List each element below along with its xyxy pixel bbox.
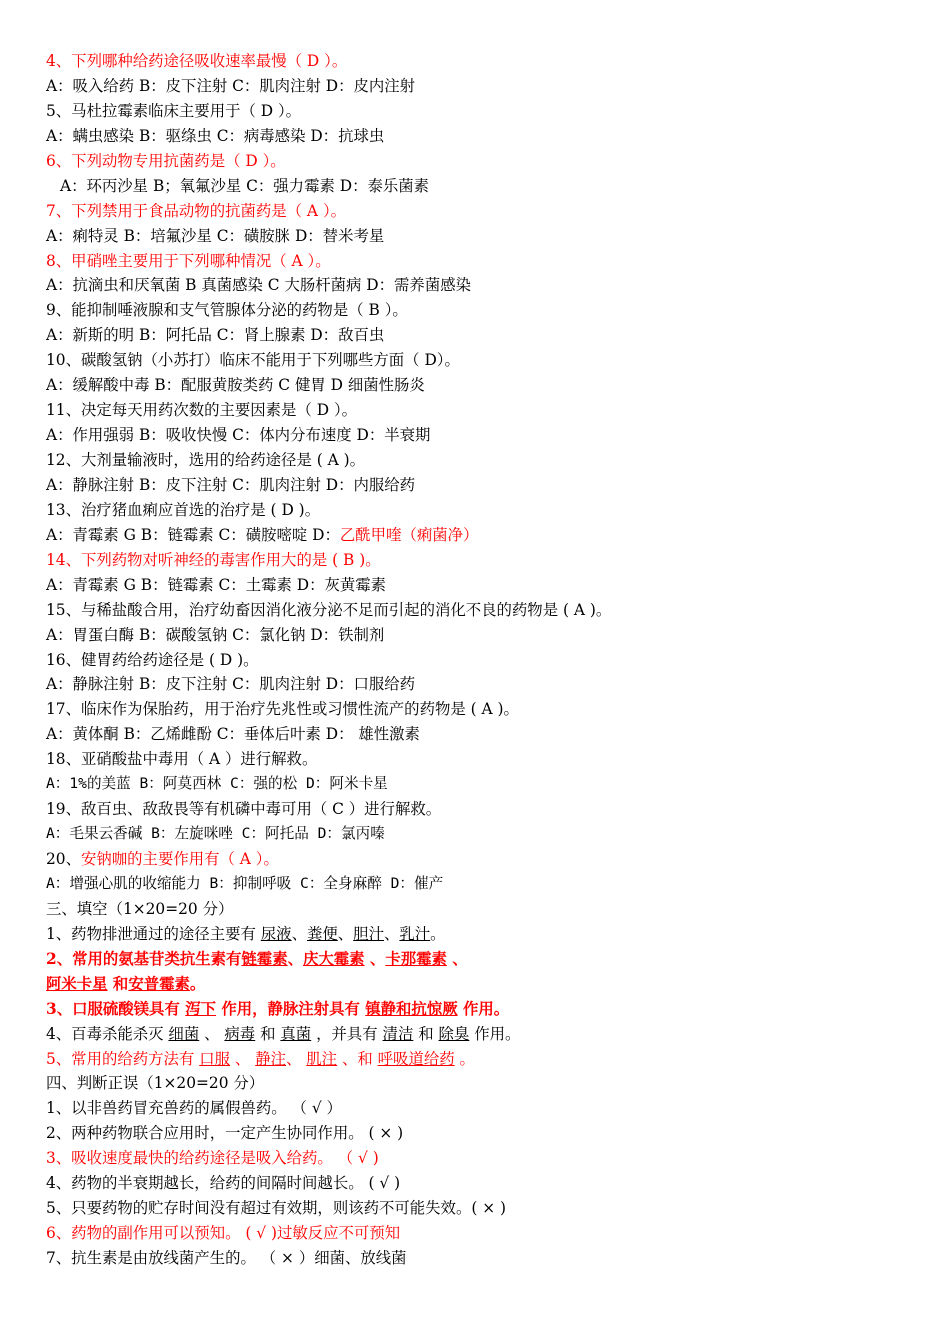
options-9: A：新斯的明 B：阿托品 C：肾上腺素 D：敌百虫	[46, 326, 385, 345]
question-9: 9、能抑制唾液腺和支气管腺体分泌的药物是（ B ）。	[46, 301, 408, 320]
options-18: A：1%的美蓝 B：阿莫西林 C：强的松 D：阿米卡星	[46, 775, 388, 793]
judge-2: 2、两种药物联合应用时，一定产生协同作用。 ( × )	[46, 1124, 404, 1143]
fill-heading: 三、填空（1×20=20 分）	[46, 899, 234, 918]
question-18: 18、亚硝酸盐中毒用（ A ）进行解救。	[46, 750, 318, 769]
fill-1-prefix: 1、药物排泄通过的途径主要有	[46, 924, 261, 943]
fill-1	[46, 922, 916, 947]
fill-5-blank-1: 口服	[199, 1049, 230, 1068]
fill-3-mid: 作用，静脉注射具有	[216, 999, 366, 1018]
options-17: A：黄体酮 B：乙烯雌酚 C：垂体后叶素 D： 雄性激素	[46, 725, 420, 744]
judge-3: 3、吸收速度最快的给药途径是吸入给药。 （ √ )	[46, 1149, 379, 1168]
fill-2-sep-1: 、	[287, 949, 303, 968]
question-11: 11、决定每天用药次数的主要因素是（ D ）。	[46, 401, 358, 420]
question-16: 16、健胃药给药途径是 ( D )。	[46, 650, 259, 669]
fill-4	[46, 1022, 916, 1047]
options-13-main: A：青霉素 G B：链霉素 C：磺胺嘧啶 D：	[46, 525, 340, 544]
question-17: 17、临床作为保胎药，用于治疗先兆性或习惯性流产的药物是 ( A )。	[46, 700, 519, 719]
fill-2-end: 。	[189, 974, 206, 993]
fill-4-sep-1: 、	[199, 1024, 225, 1043]
fill-1-blank-1: 尿液	[260, 924, 292, 943]
options-16: A：静脉注射 B：皮下注射 C：肌肉注射 D：口服给药	[46, 675, 416, 694]
options-15: A：胃蛋白酶 B：碳酸氢钠 C：氯化钠 D：铁制剂	[46, 625, 385, 644]
fill-2-sep-3: 、	[446, 949, 468, 968]
fill-5-blank-3: 肌注	[306, 1049, 338, 1068]
fill-1-blank-2: 粪便	[306, 924, 338, 943]
options-4: A：吸入给药 B：皮下注射 C：肌肉注射 D：皮内注射	[46, 76, 416, 95]
fill-1-blank-3: 胆汁	[353, 924, 384, 943]
fill-4-blank-4: 清洁	[382, 1024, 414, 1043]
options-7: A：痢特灵 B：培氟沙星 C：磺胺脒 D：替米考星	[46, 226, 385, 245]
options-12: A：静脉注射 B：皮下注射 C：肌肉注射 D：内服给药	[46, 475, 416, 494]
fill-2-blank-1: 链霉素	[241, 949, 288, 968]
fill-1-sep-3: 、	[383, 924, 400, 943]
fill-1-sep-1: 、	[291, 924, 307, 943]
question-20-number: 20、	[46, 850, 81, 868]
fill-2-blank-3: 卡那霉素	[385, 949, 447, 968]
fill-3-end: 作用。	[457, 999, 510, 1018]
question-19: 19、敌百虫、敌敌畏等有机磷中毒可用（ C ）进行解救。	[46, 800, 442, 819]
judge-4: 4、药物的半衰期越长，给药的间隔时间越长。 ( √ )	[46, 1174, 401, 1193]
fill-2-line-2	[46, 972, 916, 997]
fill-2-blank-5: 安普霉素	[128, 974, 190, 993]
options-6: A：环丙沙星 B；氧氟沙星 C：强力霉素 D：泰乐菌素	[60, 176, 430, 195]
judge-5: 5、只要药物的贮存时间没有超过有效期，则该药不可能失效。( × )	[46, 1199, 507, 1218]
options-20: A：增强心肌的收缩能力 B：抑制呼吸 C：全身麻醉 D：催产	[46, 874, 444, 892]
fill-4-blank-5: 除臭	[438, 1024, 470, 1043]
judge-6: 6、药物的副作用可以预知。 ( √ )过敏反应不可预知	[46, 1224, 401, 1243]
fill-2-prefix: 2、常用的氨基苷类抗生素有	[46, 949, 242, 968]
fill-2-blank-2: 庆大霉素	[303, 949, 365, 968]
fill-5-end: 。	[454, 1049, 475, 1068]
fill-3-prefix: 3、口服硫酸镁具有	[46, 999, 186, 1018]
fill-5-sep-2: 、	[285, 1049, 307, 1068]
fill-5-sep-3: 、和	[337, 1049, 378, 1068]
fill-4-blank-1: 细菌	[168, 1024, 200, 1043]
fill-5-prefix: 5、常用的给药方法有	[46, 1049, 200, 1068]
fill-2-blank-4: 阿米卡星	[46, 974, 108, 993]
options-13-answer: 乙酰甲喹（痢菌净）	[339, 525, 479, 544]
judge-heading: 四、判断正误（1×20=20 分）	[46, 1074, 265, 1093]
fill-5-sep-1: 、	[230, 1049, 256, 1068]
question-12: 12、大剂量输液时，选用的给药途径是 ( A )。	[46, 451, 366, 469]
options-13	[46, 523, 916, 548]
question-20-text: 安钠咖的主要作用有（ A ）。	[80, 850, 279, 868]
fill-2-sep-2: 、	[364, 949, 386, 968]
fill-1-end: 。	[430, 924, 446, 943]
question-7: 7、下列禁用于食品动物的抗菌药是（ A ）。	[46, 201, 347, 220]
options-14: A：青霉素 G B：链霉素 C：土霉素 D：灰黄霉素	[46, 575, 387, 594]
fill-3-blank-1: 泻下	[185, 999, 216, 1018]
question-8: 8、甲硝唑主要用于下列哪种情况（ A ）。	[46, 251, 331, 270]
fill-4-sep-3: 和	[413, 1024, 439, 1043]
fill-1-sep-2: 、	[337, 924, 354, 943]
fill-2-mid: 和	[107, 974, 129, 993]
fill-3	[46, 997, 916, 1022]
fill-4-end: 作用。	[469, 1024, 521, 1043]
fill-5-blank-4: 呼吸道给药	[377, 1049, 455, 1068]
judge-1: 1、以非兽药冒充兽药的属假兽药。 （ √ ）	[46, 1099, 342, 1118]
question-5: 5、马杜拉霉素临床主要用于（ D ）。	[46, 101, 302, 120]
question-20	[46, 847, 916, 872]
fill-1-blank-4: 乳汁	[399, 924, 431, 943]
question-15: 15、与稀盐酸合用，治疗幼畜因消化液分泌不足而引起的消化不良的药物是 ( A )。	[46, 600, 612, 619]
question-14: 14、下列药物对听神经的毒害作用大的是 ( B )。	[46, 550, 381, 569]
options-19: A：毛果云香碱 B：左旋咪唑 C：阿托品 D：氯丙嗪	[46, 825, 385, 843]
question-13: 13、治疗猪血痢应首选的治疗是 ( D )。	[46, 500, 321, 519]
fill-5	[46, 1047, 916, 1072]
fill-4-sep-2: 和	[255, 1024, 281, 1043]
document-body	[46, 49, 916, 1271]
fill-4-blank-3: 真菌	[280, 1024, 312, 1043]
fill-4-blank-2: 病毒	[224, 1024, 256, 1043]
options-10: A：缓解酸中毒 B：配服黄胺类药 C 健胃 D 细菌性肠炎	[46, 376, 425, 395]
fill-3-blank-2: 镇静和抗惊厥	[365, 999, 458, 1018]
fill-2-line-1	[46, 947, 916, 972]
fill-4-mid: ，并具有	[311, 1024, 383, 1043]
fill-5-blank-2: 静注	[255, 1049, 286, 1068]
question-6: 6、下列动物专用抗菌药是（ D ）。	[46, 151, 286, 170]
fill-4-prefix: 4、百毒杀能杀灭	[46, 1024, 169, 1043]
options-8: A：抗滴虫和厌氧菌 B 真菌感染 C 大肠杆菌病 D：需养菌感染	[46, 276, 471, 295]
options-11: A：作用强弱 B：吸收快慢 C：体内分布速度 D：半衰期	[46, 426, 431, 445]
judge-7: 7、抗生素是由放线菌产生的。 （ × ）细菌、放线菌	[46, 1249, 407, 1267]
options-5: A：螨虫感染 B：驱绦虫 C：病毒感染 D：抗球虫	[46, 126, 385, 145]
question-10: 10、碳酸氢钠（小苏打）临床不能用于下列哪些方面（ D）。	[46, 351, 460, 370]
question-4: 4、下列哪种给药途径吸收速率最慢（ D ）。	[46, 52, 348, 70]
